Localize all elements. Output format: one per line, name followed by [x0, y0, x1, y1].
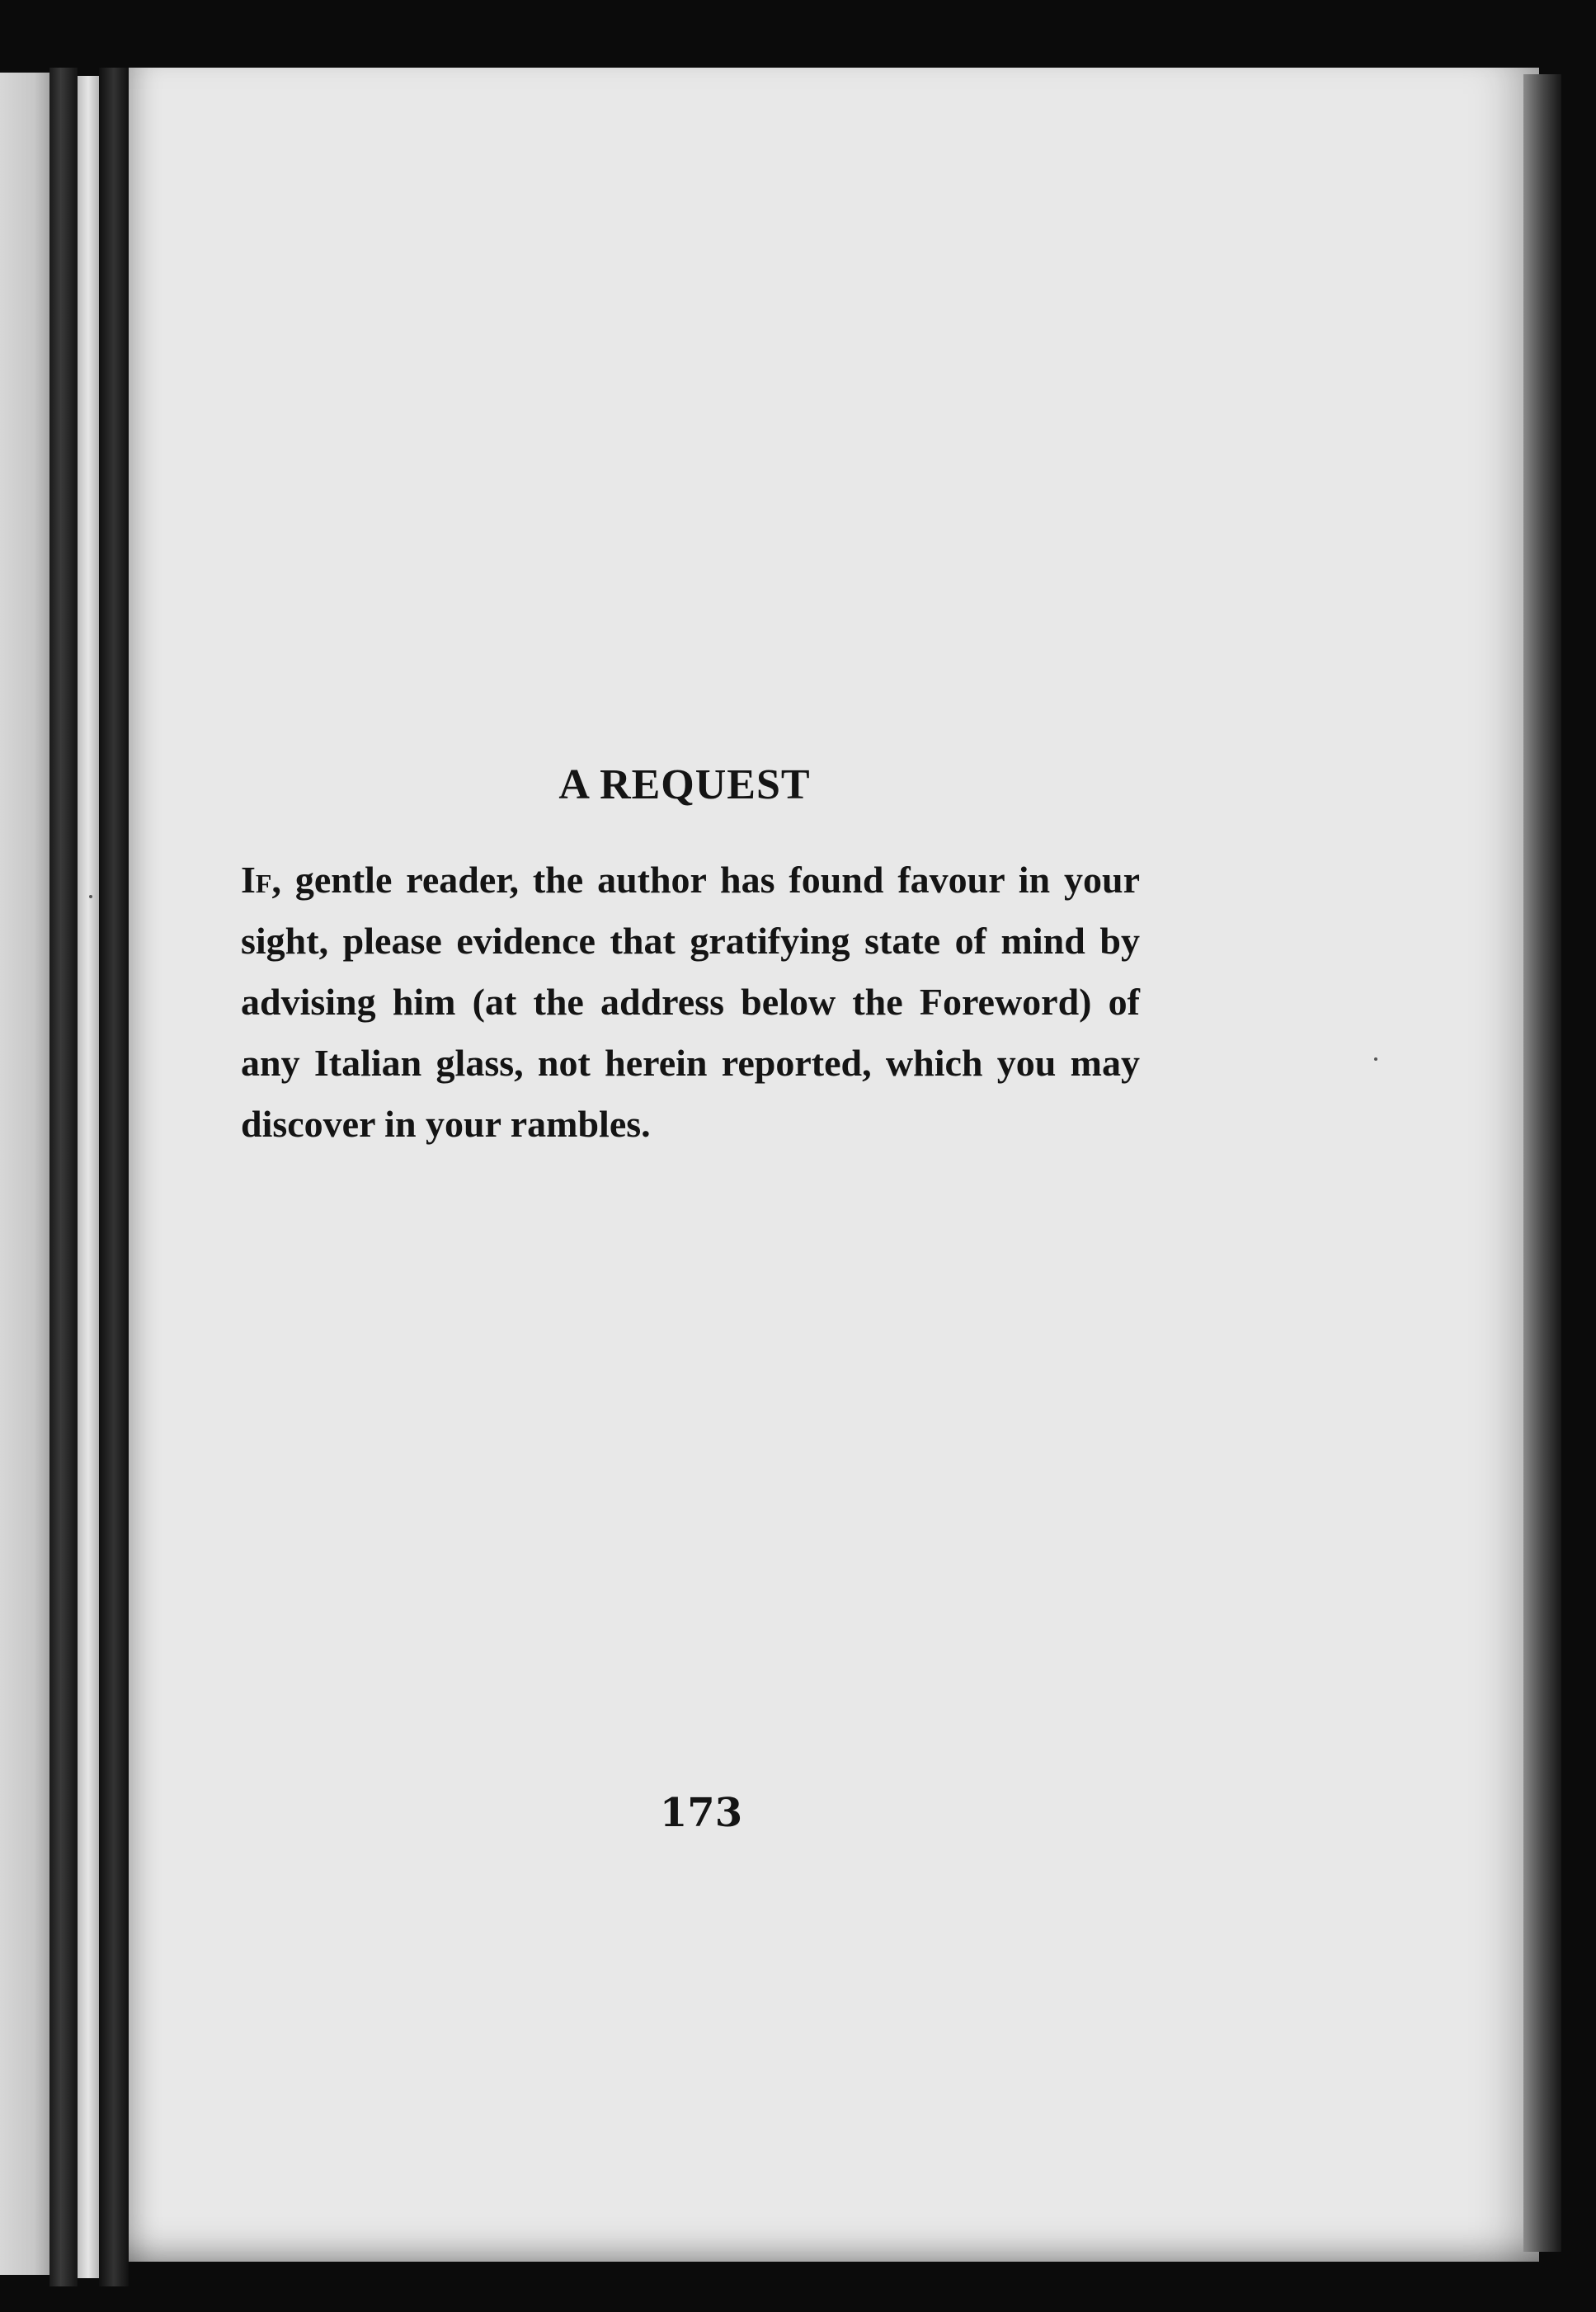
binding-spine-left: [49, 68, 78, 2286]
page-heading: A REQUEST: [558, 761, 811, 808]
paragraph-text: gentle reader, the author has found favour in your sight, please evidence that gratifying state of mind by advising him (at the address below the Foreword) of any Italian glass, not herein reported, which you may discover in your rambles.: [241, 859, 1141, 1145]
page-number: 173: [659, 1790, 743, 1836]
page-fore-edge: [1523, 74, 1561, 2252]
binding-gutter: [78, 76, 99, 2278]
paper-speck: [1374, 1057, 1377, 1061]
paper-speck: [89, 895, 92, 898]
request-paragraph: [241, 850, 1140, 1155]
facing-page-edge: [0, 73, 49, 2275]
book-page: [129, 68, 1539, 2262]
binding-spine-right: [99, 68, 129, 2286]
opening-word: If,: [241, 859, 281, 901]
